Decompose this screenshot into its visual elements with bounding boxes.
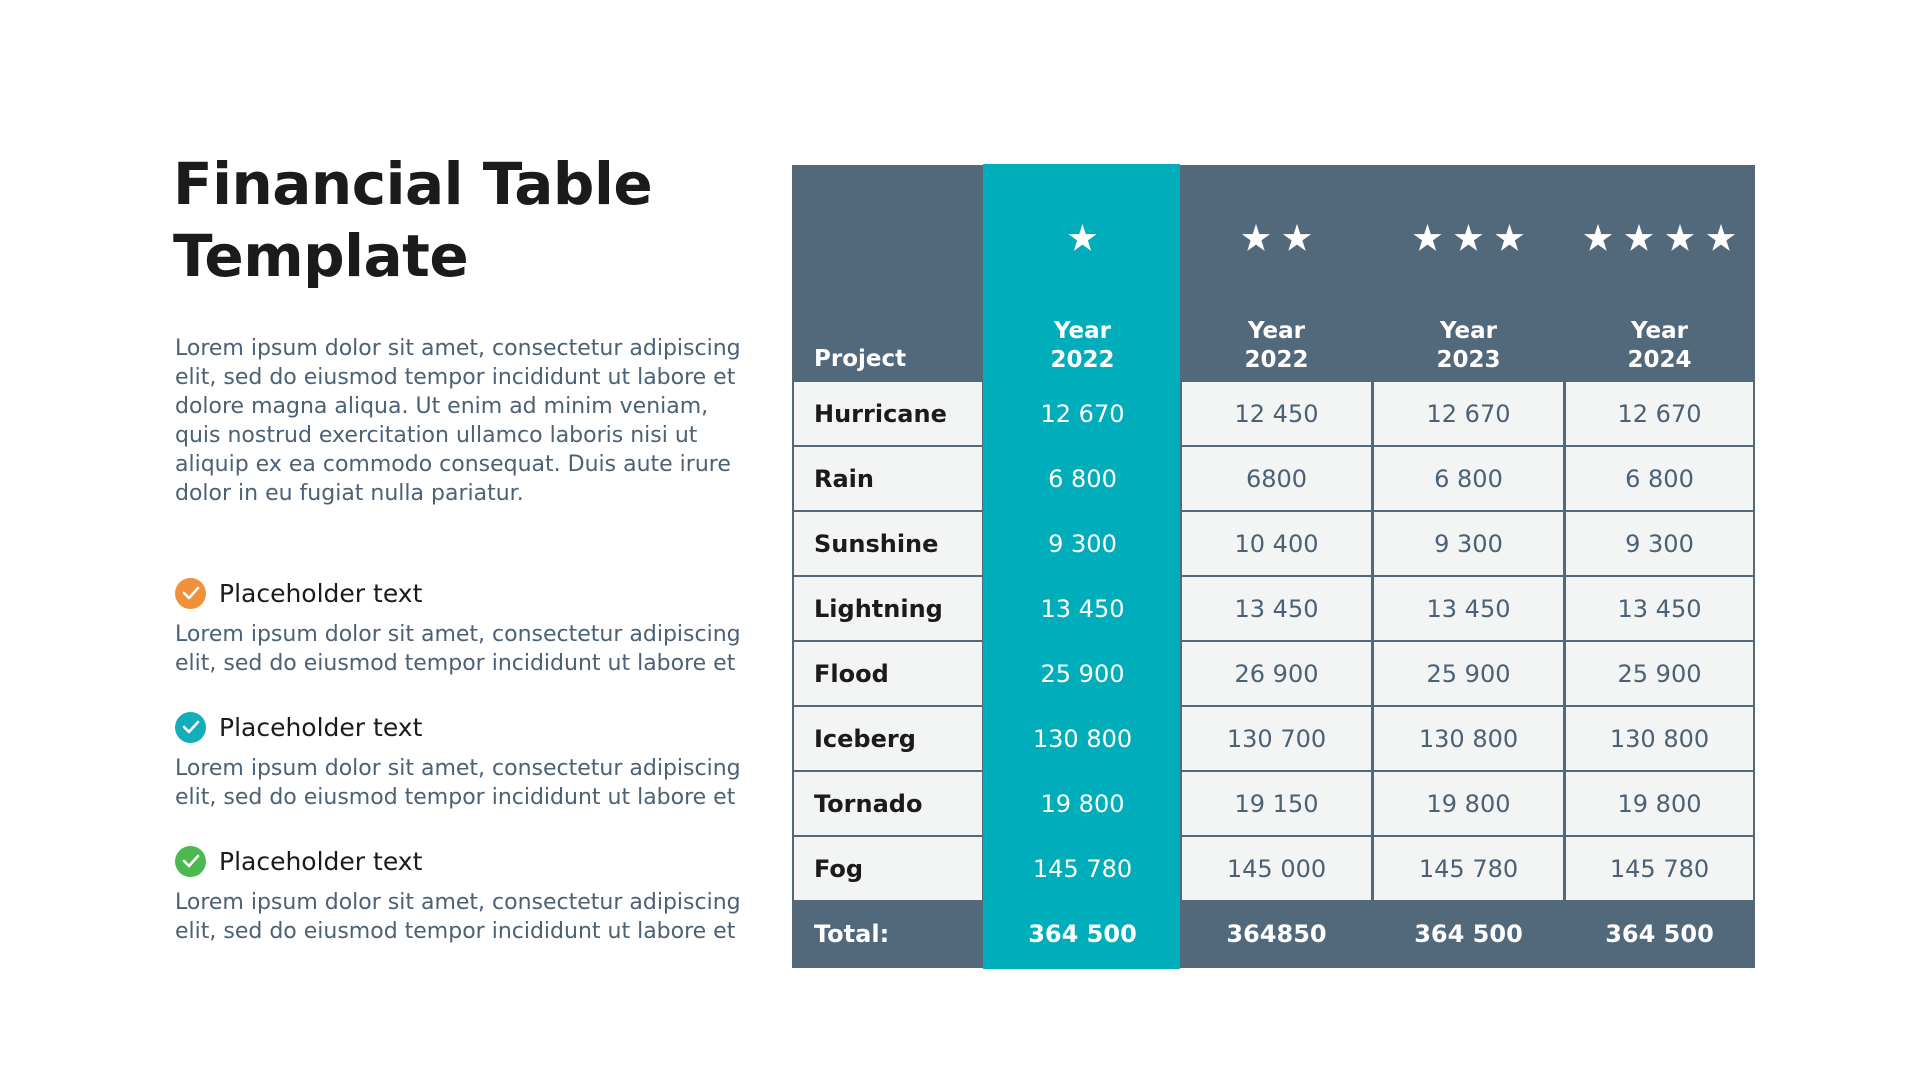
total-cell: 364 500 — [1028, 919, 1137, 948]
star-icon — [1706, 223, 1736, 253]
table-cell: 19 150 — [1182, 772, 1371, 835]
header-year-2 — [1182, 165, 1371, 380]
point-item — [175, 709, 765, 812]
check-icon — [175, 712, 206, 743]
table-cell: 145 780 — [1374, 837, 1563, 900]
table-cell: 13 450 — [1040, 594, 1125, 623]
header-project: Project — [814, 346, 907, 372]
table-cell: 145 780 — [1566, 837, 1753, 900]
table-cell: 145 000 — [1182, 837, 1371, 900]
table-cell: 25 900 — [1040, 659, 1125, 688]
point-text: Lorem ipsum dolor sit amet, consectetur adipiscing elit, sed do eiusmod tempor incididunt ut labore et — [175, 622, 741, 676]
table-cell: 12 670 — [1040, 399, 1125, 428]
total-label: Total: — [814, 919, 890, 948]
row-label: Sunshine — [794, 512, 982, 575]
star-icon — [1282, 223, 1312, 253]
table-cell: 6 800 — [1048, 464, 1117, 493]
check-icon — [175, 578, 206, 609]
header-year-1 — [985, 165, 1180, 380]
header-year-3 — [1374, 165, 1563, 380]
star-icon — [1068, 223, 1098, 253]
point-title: Placeholder text — [219, 846, 423, 876]
table-cell: 19 800 — [1374, 772, 1563, 835]
table-cell: 6 800 — [1566, 447, 1753, 510]
table-cell: 19 800 — [1040, 789, 1125, 818]
star-icon — [1413, 223, 1443, 253]
header-year-label: Year 2022 — [1050, 318, 1115, 373]
table-cell: 13 450 — [1566, 577, 1753, 640]
point-text: Lorem ipsum dolor sit amet, consectetur adipiscing elit, sed do eiusmod tempor incididunt ut labore et — [175, 756, 741, 810]
table-cell: 6800 — [1182, 447, 1371, 510]
table-cell: 19 800 — [1566, 772, 1753, 835]
point-title: Placeholder text — [219, 712, 423, 742]
row-label: Rain — [794, 447, 982, 510]
point-item — [175, 575, 765, 678]
financial-table — [792, 165, 1755, 968]
rating-stars — [985, 223, 1180, 253]
header-year-label: Year 2022 — [1244, 318, 1309, 373]
table-cell: 12 670 — [1374, 382, 1563, 445]
table-cell: 6 800 — [1374, 447, 1563, 510]
rating-stars — [1374, 223, 1563, 253]
row-label: Iceberg — [794, 707, 982, 770]
table-cell: 9 300 — [1374, 512, 1563, 575]
header-year-label: Year 2024 — [1627, 318, 1692, 373]
row-label: Tornado — [794, 772, 982, 835]
table-cell: 130 800 — [1566, 707, 1753, 770]
table-cell: 145 780 — [1032, 854, 1133, 883]
header-year-4 — [1566, 165, 1753, 380]
table-cell: 130 700 — [1182, 707, 1371, 770]
table-cell: 10 400 — [1182, 512, 1371, 575]
intro-paragraph: Lorem ipsum dolor sit amet, consectetur adipiscing elit, sed do eiusmod tempor incididunt ut labore et dolore magna aliqua. Ut enim ad minim veniam, quis nostrud exercitation ullamco laboris nisi ut aliquip ex ea commodo consequat. Duis aute irure dolor in eu fugiat nulla pariatur. — [175, 336, 741, 506]
table-cell: 12 450 — [1182, 382, 1371, 445]
star-icon — [1241, 223, 1271, 253]
total-cell: 364 500 — [1605, 919, 1714, 948]
row-label: Fog — [794, 837, 982, 900]
table-cell: 9 300 — [1048, 529, 1117, 558]
table-cell: 26 900 — [1182, 642, 1371, 705]
star-icon — [1624, 223, 1654, 253]
table-cell: 130 800 — [1374, 707, 1563, 770]
star-icon — [1495, 223, 1525, 253]
table-cell: 13 450 — [1374, 577, 1563, 640]
table-cell: 13 450 — [1182, 577, 1371, 640]
check-icon — [175, 846, 206, 877]
row-label: Flood — [794, 642, 982, 705]
row-label: Hurricane — [794, 382, 982, 445]
table-cell: 130 800 — [1032, 724, 1133, 753]
page-title: Financial Table Template — [173, 150, 653, 290]
total-cell: 364 500 — [1414, 919, 1523, 948]
table-cell: 12 670 — [1566, 382, 1753, 445]
header-year-label: Year 2023 — [1436, 318, 1501, 373]
rating-stars — [1566, 223, 1753, 253]
rating-stars — [1182, 223, 1371, 253]
table-cell: 9 300 — [1566, 512, 1753, 575]
star-icon — [1665, 223, 1695, 253]
row-label: Lightning — [794, 577, 982, 640]
star-icon — [1454, 223, 1484, 253]
point-title: Placeholder text — [219, 578, 423, 608]
table-cell: 25 900 — [1566, 642, 1753, 705]
table-cell: 25 900 — [1374, 642, 1563, 705]
point-text: Lorem ipsum dolor sit amet, consectetur adipiscing elit, sed do eiusmod tempor incididunt ut labore et — [175, 890, 741, 944]
point-item — [175, 843, 765, 946]
star-icon — [1583, 223, 1613, 253]
total-cell: 364850 — [1226, 919, 1327, 948]
